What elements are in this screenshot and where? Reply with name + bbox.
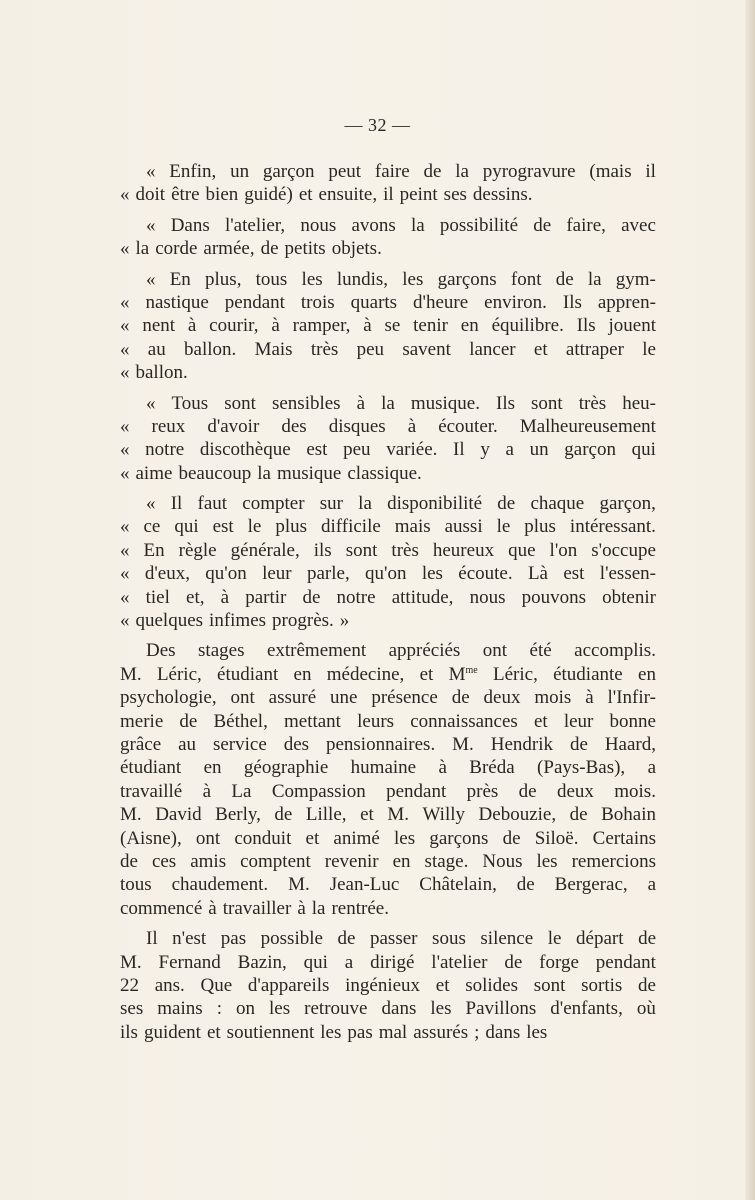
text-line: « Il faut compter sur la disponibilité de chaque garçon, <box>146 493 656 515</box>
body-text <box>120 160 656 1044</box>
text-line: « Enfin, un garçon peut faire de la pyrogravure (mais il <box>146 161 656 182</box>
text-line: « tiel et, à partir de notre attitude, nous pouvons obtenir <box>120 586 656 608</box>
text-line: « ballon. <box>120 362 188 384</box>
paragraph <box>120 392 656 486</box>
text-line: travaillé à La Compassion pendant près de deux mois. <box>120 780 656 802</box>
text-line: « la corde armée, de petits objets. <box>120 238 382 260</box>
text-line: 22 ans. Que d'appareils ingénieux et solides sont sortis de <box>120 974 656 996</box>
text-line: merie de Béthel, mettant leurs connaissances et leur bonne <box>120 710 656 732</box>
text-line: ses mains : on les retrouve dans les Pavillons d'enfants, où <box>120 998 656 1020</box>
text-line: « notre discothèque est peu variée. Il y a un garçon qui <box>120 439 656 461</box>
text-line: (Aisne), ont conduit et animé les garçons de Siloë. Certains <box>120 827 656 849</box>
paragraph-gap <box>120 385 656 392</box>
paragraph <box>120 214 656 261</box>
text-line: Il n'est pas possible de passer sous silence le départ de <box>146 928 656 950</box>
text-line: M. Fernand Bazin, qui a dirigé l'atelier de forge pendant <box>120 951 656 973</box>
text-line: « Dans l'atelier, nous avons la possibilité de faire, avec <box>146 214 656 236</box>
paragraph-gap <box>120 207 656 214</box>
text-line: « au ballon. Mais très peu savent lancer et attraper le <box>120 338 656 360</box>
page-edge <box>745 0 755 1200</box>
paragraph <box>120 492 656 632</box>
paragraph-gap <box>120 485 656 492</box>
text-line: commencé à travailler à la rentrée. <box>120 897 389 919</box>
text-line: « doit être bien guidé) et ensuite, il peint ses dessins. <box>120 184 533 206</box>
text-line: M. Léric, étudiant en médecine, et $M^{me}$ Léric, étudiante en <box>120 663 656 685</box>
text-line: ils guident et soutiennent les pas mal assurés ; dans les <box>120 1021 548 1043</box>
paragraph-gap <box>120 261 656 268</box>
paragraph <box>120 639 656 920</box>
text-line: « nastique pendant trois quarts d'heure environ. Ils appren- <box>120 291 656 313</box>
paragraph <box>120 268 656 385</box>
text-line: « nent à courir, à ramper, à se tenir en équilibre. Ils jouent <box>120 315 656 337</box>
text-line: « d'eux, qu'on leur parle, qu'on les écoute. Là est l'essen- <box>120 563 656 585</box>
text-line: « Tous sont sensibles à la musique. Ils sont très heu- <box>146 392 656 414</box>
paragraph-gap <box>120 632 656 639</box>
text-line: « En règle générale, ils sont très heureux que l'on s'occupe <box>120 539 656 561</box>
paragraph-gap <box>120 920 656 927</box>
text-line: « quelques infimes progrès. » <box>120 610 350 632</box>
text-line: psychologie, ont assuré une présence de deux mois à l'Infir- <box>120 687 656 709</box>
paragraph <box>120 160 656 207</box>
paragraph <box>120 927 656 1044</box>
text-line: « reux d'avoir des disques à écouter. Malheureusement <box>120 415 656 437</box>
text-line: Des stages extrêmement appréciés ont été accomplis. <box>146 640 656 662</box>
text-line: M. David Berly, de Lille, et M. Willy Debouzie, de Bohain <box>120 804 656 826</box>
text-line: grâce au service des pensionnaires. M. Hendrik de Haard, <box>120 733 656 755</box>
text-line: étudiant en géographie humaine à Bréda (Pays-Bas), a <box>120 757 656 779</box>
text-line: « En plus, tous les lundis, les garçons font de la gym- <box>146 268 656 290</box>
text-line: tous chaudement. M. Jean-Luc Châtelain, de Bergerac, a <box>120 874 656 896</box>
text-line: « ce qui est le plus difficile mais aussi le plus intéressant. <box>120 516 656 538</box>
text-line: de ces amis comptent revenir en stage. Nous les remercions <box>120 850 656 872</box>
text-line: « aime beaucoup la musique classique. <box>120 462 422 484</box>
page-number: — 32 — <box>344 115 411 135</box>
